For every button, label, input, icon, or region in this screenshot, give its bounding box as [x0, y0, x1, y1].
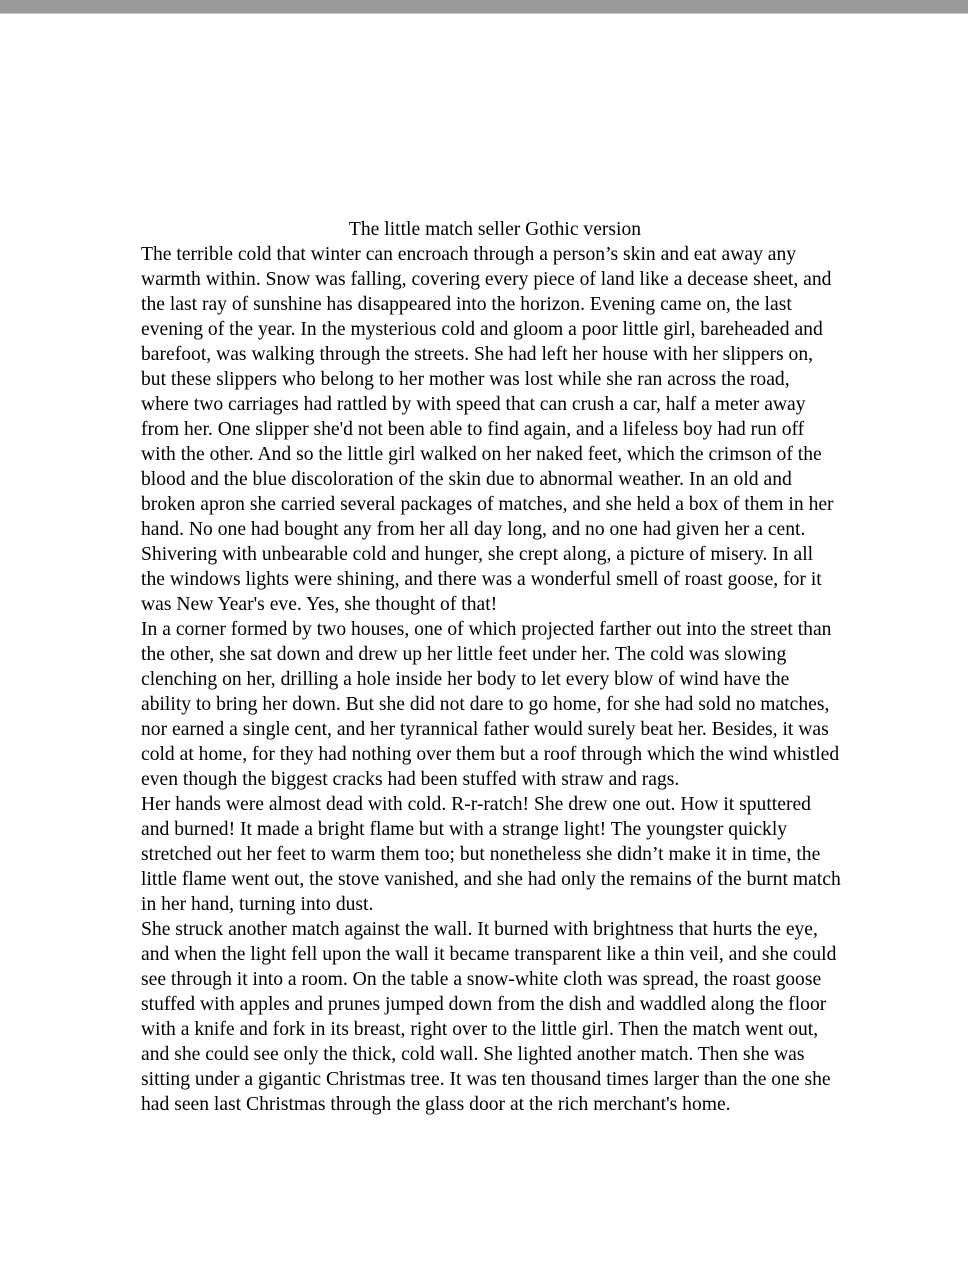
- paragraph-3: In a corner formed by two houses, one of which projected farther out into the street than the other, she sat down and drew up her little feet under her. The cold was slowing clenching on her, drilling a hole inside her body to let every blow of wind have the ability to bring her down. But she did not dare to go home, for she had sold no matches, nor earned a single cent, and her tyrannical father would surely beat her. Besides, it was cold at home, for they had nothing over them but a roof through which the wind whistled even though the biggest cracks had been stuffed with straw and rags.: [141, 619, 840, 790]
- document-title: The little match seller Gothic version: [348, 219, 642, 240]
- document-page: [141, 217, 841, 1117]
- paragraph-4: Her hands were almost dead with cold. R-r-ratch! She drew one out. How it sputtered and burned! It made a bright flame but with a strange light! The youngster quickly stretched out her feet to warm them too; but nonetheless she didn’t make it in time, the little flame went out, the stove vanished, and she had only the remains of the burnt match in her hand, turning into dust.: [141, 794, 841, 915]
- paragraph-2: Shivering with unbearable cold and hunger, she crept along, a picture of misery. In all the windows lights were shining, and there was a wonderful smell of roast goose, for it was New Year's eve. Yes, she thought of that!: [141, 544, 822, 615]
- viewer-top-bar: [0, 0, 968, 14]
- paragraph-5: She struck another match against the wall. It burned with brightness that hurts the eye, and when the light fell upon the wall it became transparent like a thin veil, and she could see through it into a room. On the table a snow-white cloth was spread, the roast goose stuffed with apples and prunes jumped down from the dish and waddled along the floor with a knife and fork in its breast, right over to the little girl. Then the match went out, and she could see only the thick, cold wall. She lighted another match. Then she was sitting under a gigantic Christmas tree. It was ten thousand times larger than the one she had seen last Christmas through the glass door at the rich merchant's home.: [141, 919, 837, 1115]
- paragraph-1: The terrible cold that winter can encroach through a person’s skin and eat away any warmth within. Snow was falling, covering every piece of land like a decease sheet, and the last ray of sunshine has disappeared into the horizon. Evening came on, the last evening of the year. In the mysterious cold and gloom a poor little girl, bareheaded and barefoot, was walking through the streets. She had left her house with her slippers on, but these slippers who belong to her mother was lost while she ran across the road, where two carriages had rattled by with speed that can crush a car, half a meter away from her. One slipper she'd not been able to find again, and a lifeless boy had run off with the other. And so the little girl walked on her naked feet, which the crimson of the blood and the blue discoloration of the skin due to abnormal weather. In an old and broken apron she carried several packages of matches, and she held a box of them in her hand. No one had bought any from her all day long, and no one had given her a cent.: [141, 244, 834, 540]
